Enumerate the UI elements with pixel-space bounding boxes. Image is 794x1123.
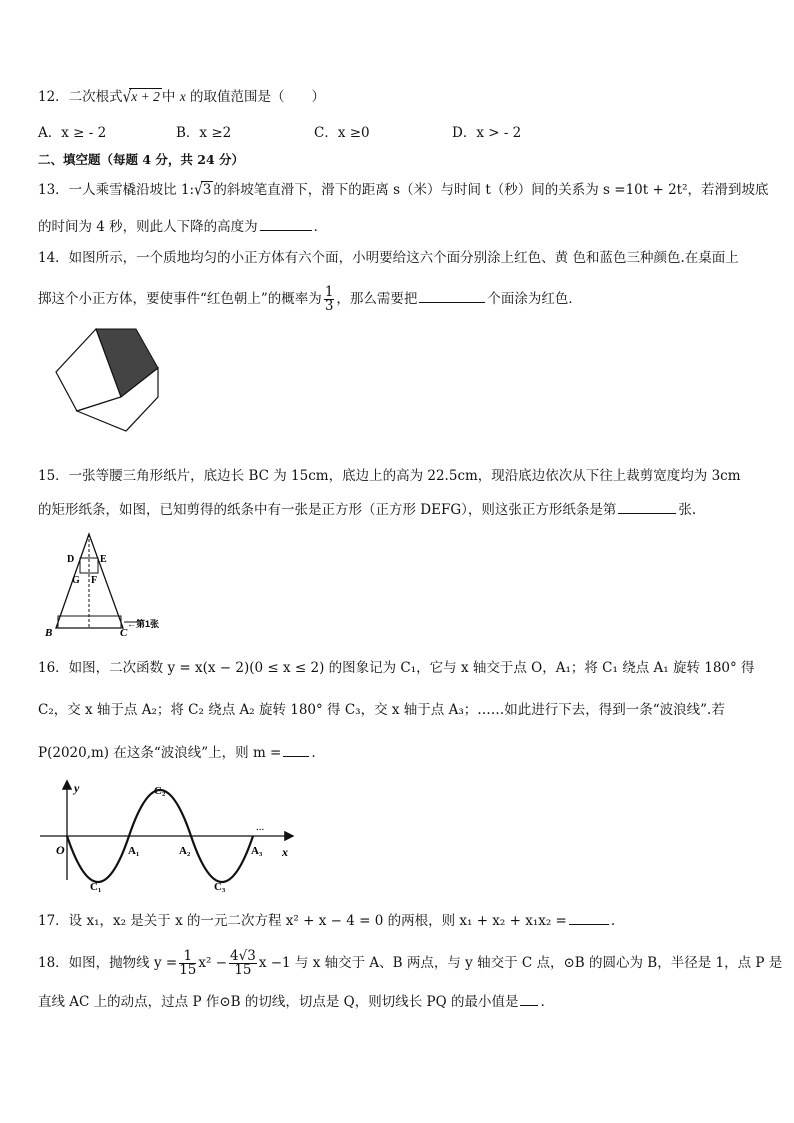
label-y: y bbox=[74, 781, 80, 795]
q14-denominator: 3 bbox=[324, 298, 334, 314]
q13-line-2 bbox=[38, 216, 327, 237]
radical-sign-icon: √ bbox=[194, 180, 203, 200]
q12-mid: 中 bbox=[161, 89, 176, 105]
label-x: x bbox=[282, 845, 288, 859]
label-a3: A₃ bbox=[251, 845, 263, 857]
section-heading: 二、填空题（每题 4 分，共 24 分） bbox=[38, 152, 245, 167]
q14-line-1: 14．如图所示，一个质地均匀的小正方体有六个面，小明要给这六个面分别涂上红色、黄 色和蓝色三种颜色.在桌面上 bbox=[38, 250, 739, 266]
q12-option-a-text: A．x ≥ - 2 bbox=[38, 125, 107, 141]
q12-suffix: 的取值范围是（ ） bbox=[190, 89, 325, 105]
q18-f2-numerator: 4√3 bbox=[230, 948, 256, 964]
label-e: E bbox=[100, 554, 107, 565]
label-c: C bbox=[120, 627, 128, 639]
q17-text-b: . bbox=[610, 913, 616, 929]
q18-line-1 bbox=[38, 950, 782, 977]
triangle-figure bbox=[40, 528, 180, 640]
q18-fraction-1 bbox=[179, 950, 196, 977]
radical-sign-icon: √ bbox=[122, 87, 132, 107]
q16-line-2: C₂，交 x 轴于点 A₂；将 C₂ 绕点 A₂ 旋转 180° 得 C₃，交 x 轴于点 A₃；……如此进行下去，得到一条“波浪线”.若 bbox=[38, 702, 725, 718]
answer-blank bbox=[618, 499, 676, 514]
q18-text-a: 18．如图，抛物线 y = bbox=[38, 955, 178, 971]
answer-blank bbox=[260, 216, 312, 231]
answer-blank bbox=[520, 991, 538, 1006]
q18-text-b: x² − bbox=[198, 955, 228, 971]
q14-text-c: 个面涂为红色． bbox=[487, 291, 582, 307]
label-a2: A₂ bbox=[179, 845, 191, 857]
q18-f1-denominator: 15 bbox=[179, 962, 197, 978]
q12-option-d-text: D．x > - 2 bbox=[452, 125, 522, 141]
q15-line-2 bbox=[38, 499, 696, 520]
label-ellipsis: ... bbox=[256, 821, 265, 833]
q15-text-b: 张. bbox=[678, 502, 697, 518]
label-a1: A₁ bbox=[128, 845, 140, 857]
q12-radicand: x + 2 bbox=[131, 89, 160, 104]
label-b: B bbox=[45, 627, 53, 639]
label-c3: C₃ bbox=[214, 881, 226, 893]
q14-text-a: 掷这个小正方体，要使事件“红色朝上”的概率为 bbox=[38, 291, 322, 307]
label-o: O bbox=[56, 843, 65, 857]
q12-prefix: 12．二次根式 bbox=[38, 89, 123, 105]
q17-line bbox=[38, 910, 615, 931]
q12-option-b-text: B．x ≥2 bbox=[176, 125, 232, 141]
q12-option-d bbox=[452, 123, 521, 143]
q14-line-2 bbox=[38, 286, 582, 313]
q13-sqrt-value: 3 bbox=[202, 182, 212, 198]
label-d: D bbox=[67, 554, 75, 565]
q14-numerator: 1 bbox=[324, 284, 334, 300]
label-c2: C₂ bbox=[154, 785, 166, 797]
q18-f1-numerator: 1 bbox=[179, 950, 196, 964]
q18-f2-denominator: 15 bbox=[234, 962, 252, 978]
q12-option-a bbox=[38, 123, 106, 143]
q18-line-2 bbox=[38, 991, 545, 1012]
q12-option-b bbox=[176, 123, 231, 143]
q13-text-2: 的时间为 4 秒，则此人下降的高度为 bbox=[38, 219, 258, 235]
answer-blank bbox=[569, 910, 609, 925]
label-g: G bbox=[72, 575, 80, 586]
q12-option-c-text: C．x ≥0 bbox=[314, 125, 370, 141]
label-c1: C₁ bbox=[90, 881, 102, 893]
label-f: F bbox=[91, 575, 98, 586]
q16-line-3 bbox=[38, 742, 316, 763]
q13-text-a: 13．一人乘雪橇沿坡比 1: bbox=[38, 182, 195, 198]
q18-fraction-2 bbox=[229, 950, 257, 977]
answer-blank bbox=[283, 742, 309, 757]
label-first-strip: ←第1张 bbox=[127, 619, 160, 629]
q18-text-2b: . bbox=[540, 994, 545, 1010]
q14-fraction bbox=[324, 286, 335, 313]
q13-text-c: 的斜坡笔直滑下，滑下的距离 s（米）与时间 t（秒）间的关系为 s =10t + 2t²，若滑到坡底 bbox=[213, 182, 769, 198]
cube-figure bbox=[50, 325, 162, 435]
q17-text-a: 17．设 x₁，x₂ 是关于 x 的一元二次方程 x² + x − 4 = 0 的两根，则 x₁ + x₂ + x₁x₂ = bbox=[38, 913, 567, 929]
q16-line-1: 16．如图，二次函数 y = x(x − 2)(0 ≤ x ≤ 2) 的图象记为 C₁，它与 x 轴交于点 O，A₁；将 C₁ 绕点 A₁ 旋转 180° 得 bbox=[38, 660, 755, 676]
q12-var: x bbox=[179, 89, 186, 104]
q12-stem bbox=[38, 87, 325, 107]
q18-text-2a: 直线 AC 上的动点，过点 P 作⊙B 的切线，切点是 Q，则切线长 PQ 的最小值是 bbox=[38, 994, 519, 1010]
q14-text-b: ，那么需要把 bbox=[336, 291, 418, 307]
q13-line-1 bbox=[38, 180, 769, 200]
answer-blank bbox=[419, 288, 485, 303]
q13-end: ． bbox=[313, 219, 328, 235]
q16-text-b: . bbox=[311, 745, 316, 761]
wave-figure bbox=[38, 776, 300, 894]
q15-line-1: 15．一张等腰三角形纸片，底边长 BC 为 15cm，底边上的高为 22.5cm，现沿底边依次从下往上裁剪宽度均为 3cm bbox=[38, 468, 741, 484]
q16-text-a: P(2020,m) 在这条“波浪线”上，则 m = bbox=[38, 745, 282, 761]
q15-text-a: 的矩形纸条，如图，已知剪得的纸条中有一张是正方形（正方形 DEFG），则这张正方形纸条是第 bbox=[38, 502, 617, 518]
q18-text-c: x −1 与 x 轴交于 A、B 两点，与 y 轴交于 C 点，⊙B 的圆心为 B，半径是 1，点 P 是 bbox=[258, 955, 783, 971]
q12-option-c bbox=[314, 123, 370, 143]
